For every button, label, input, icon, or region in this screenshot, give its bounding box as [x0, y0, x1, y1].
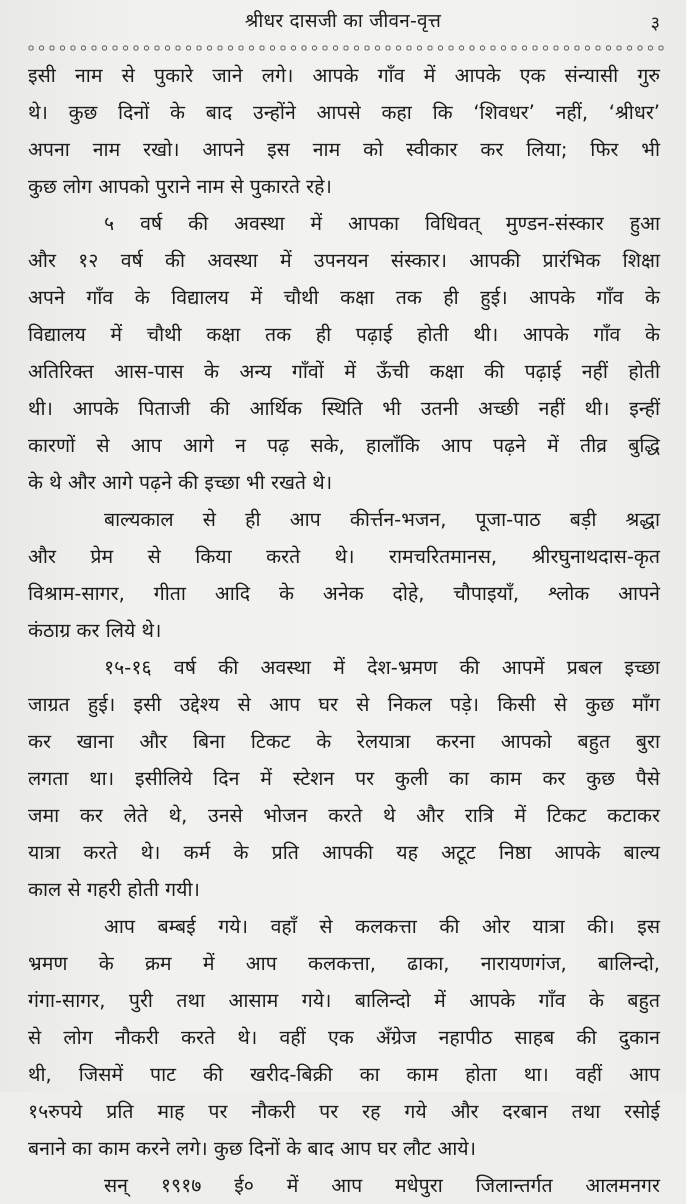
text-line: १५-१६ वर्ष की अवस्था में देश-भ्रमण की आपमें प्रबल इच्छा [104, 656, 660, 679]
text-line: जाग्रत हुई। इसी उद्देश्य से आप घर से निकल पड़े। किसी से कुछ माँग [28, 693, 660, 716]
body-text [28, 57, 660, 1204]
text-line: १५रुपये प्रति माह पर नौकरी पर रह गये और दरबान तथा रसोई [28, 1100, 660, 1123]
paragraph-2 [28, 205, 660, 501]
text-line: बनाने का काम करने लगे। कुछ दिनों के बाद आप घर लौट आये। [28, 1137, 476, 1160]
text-line: के थे और आगे पढ़ने की इच्छा भी रखते थे। [28, 471, 333, 494]
text-line: आप बम्बई गये। वहाँ से कलकत्ता की ओर यात्रा की। इस [104, 915, 660, 938]
text-line: गंगा-सागर, पुरी तथा आसाम गये। बालिन्दो में आपके गाँव के बहुत [28, 989, 660, 1012]
paragraph-1 [28, 57, 660, 205]
text-line: अतिरिक्त आस-पास के अन्य गाँवों में ऊँची कक्षा की पढ़ाई नहीं होती [28, 360, 660, 383]
text-line: जमा कर लेते थे, उनसे भोजन करते थे और रात्रि में टिकट कटाकर [28, 804, 660, 827]
text-line: थे। कुछ दिनों के बाद उन्होंने आपसे कहा कि ‘शिवधर’ नहीं, ‘श्रीधर’ [28, 101, 660, 124]
text-line: ५ वर्ष की अवस्था में आपका विधिवत् मुण्डन-संस्कार हुआ [104, 212, 660, 235]
paragraph-5 [28, 908, 660, 1167]
text-line: सन् १९१७ ई० में आप मधेपुरा जिलान्तर्गत आलमनगर [104, 1174, 660, 1197]
text-line: अपने गाँव के विद्यालय में चौथी कक्षा तक ही हुई। आपके गाँव के [28, 286, 660, 309]
text-line: अपना नाम रखो। आपने इस नाम को स्वीकार कर लिया; फिर भी [28, 138, 660, 161]
text-line: से लोग नौकरी करते थे। वहीं एक अँग्रेज नहापीठ साहब की दुकान [28, 1026, 660, 1049]
text-line: कुछ लोग आपको पुराने नाम से पुकारते रहे। [28, 175, 332, 198]
text-line: यात्रा करते थे। कर्म के प्रति आपकी यह अटूट निष्ठा आपके बाल्य [28, 841, 660, 864]
paragraph-4 [28, 649, 660, 908]
text-line: कंठाग्र कर लिये थे। [28, 619, 162, 642]
text-line: बाल्यकाल से ही आप कीर्त्तन-भजन, पूजा-पाठ बड़ी श्रद्धा [104, 508, 660, 531]
text-line: विद्यालय में चौथी कक्षा तक ही पढ़ाई होती थी। आपके गाँव के [28, 323, 660, 346]
running-title: श्रीधर दासजी का जीवन-वृत्त [244, 10, 442, 32]
paragraph-6 [28, 1167, 660, 1204]
text-line: काल से गहरी होती गयी। [28, 878, 200, 901]
text-line: और प्रेम से किया करते थे। रामचरितमानस, श्रीरघुनाथदास-कृत [28, 545, 660, 568]
running-header [0, 6, 686, 36]
ornamental-rule-icon [26, 43, 666, 53]
text-line: लगता था। इसीलिये दिन में स्टेशन पर कुली का काम कर कुछ पैसे [28, 767, 660, 790]
text-line: विश्राम-सागर, गीता आदि के अनेक दोहे, चौपाइयाँ, श्लोक आपने [28, 582, 660, 605]
page-number: ३ [650, 13, 660, 34]
text-line: और १२ वर्ष की अवस्था में उपनयन संस्कार। आपकी प्रारंभिक शिक्षा [28, 249, 660, 272]
text-line: थी, जिसमें पाट की खरीद-बिक्री का काम होता था। वहीं आप [28, 1063, 660, 1086]
text-line: कर खाना और बिना टिकट के रेलयात्रा करना आपको बहुत बुरा [28, 730, 660, 753]
paragraph-3 [28, 501, 660, 649]
text-line: थी। आपके पिताजी की आर्थिक स्थिति भी उतनी अच्छी नहीं थी। इन्हीं [28, 397, 660, 420]
text-line: कारणों से आप आगे न पढ़ सके, हालाँकि आप पढ़ने में तीव्र बुद्धि [28, 434, 660, 457]
text-line: इसी नाम से पुकारे जाने लगे। आपके गाँव में आपके एक संन्यासी गुरु [28, 64, 660, 87]
text-line: भ्रमण के क्रम में आप कलकत्ता, ढाका, नारायणगंज, बालिन्दो, [28, 952, 660, 975]
